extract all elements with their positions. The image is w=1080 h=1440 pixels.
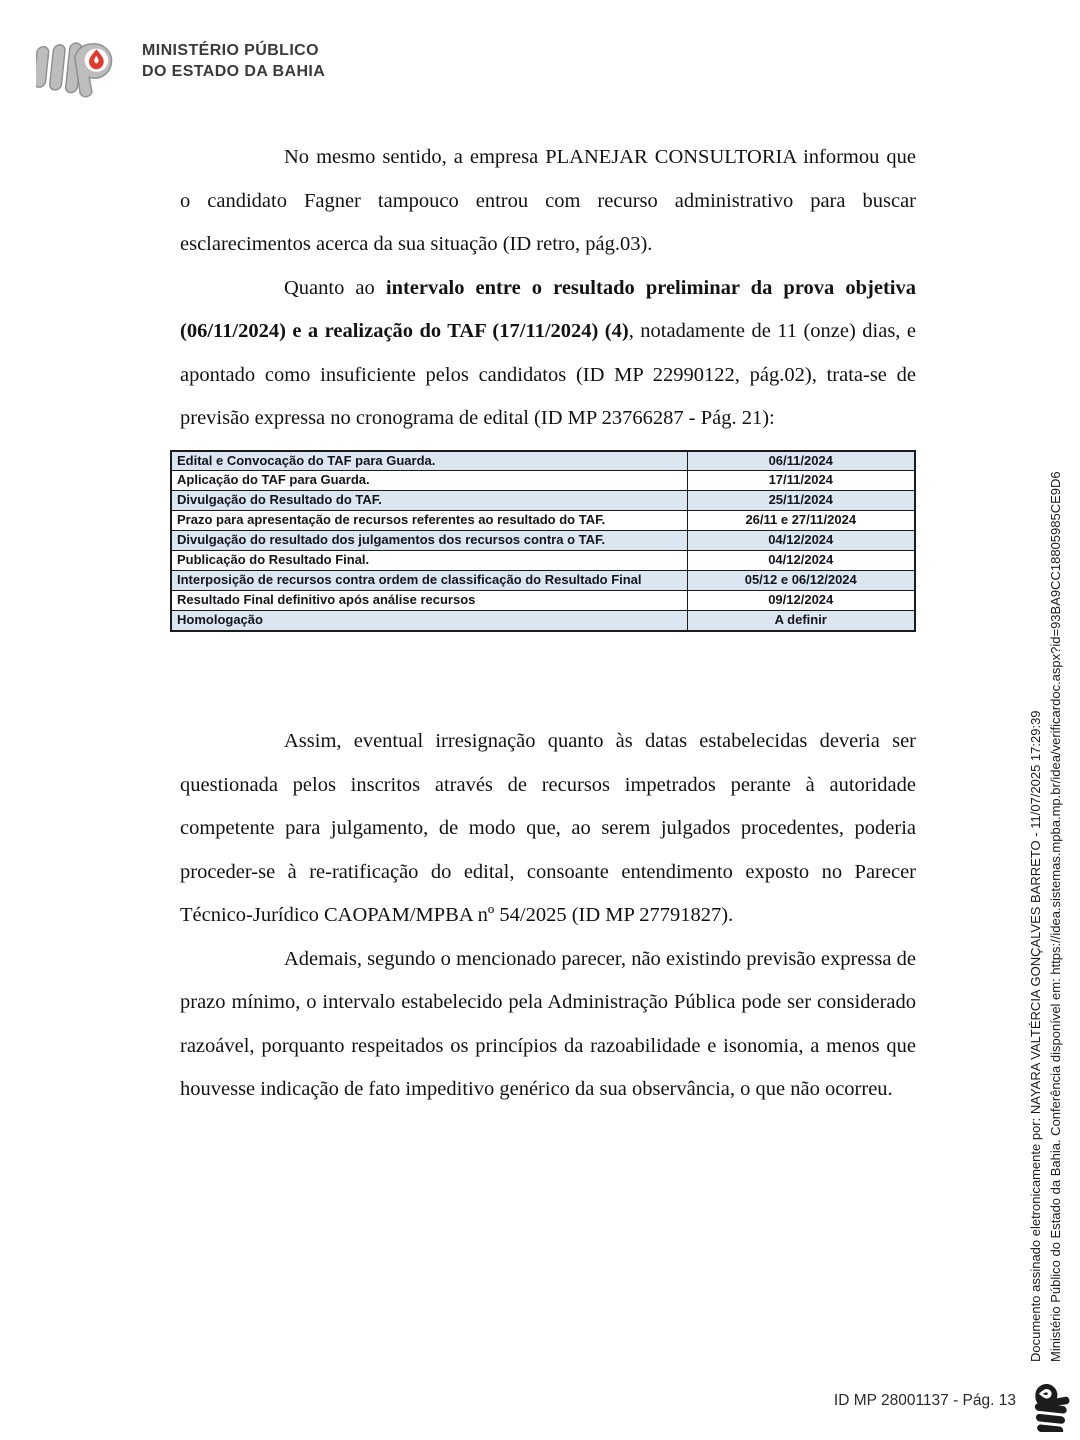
mp-monogram-icon <box>1022 1374 1072 1432</box>
event-label-cell: Interposição de recursos contra ordem de classificação do Resultado Final <box>171 571 687 591</box>
event-label-cell: Divulgação do resultado dos julgamentos dos recursos contra o TAF. <box>171 531 687 551</box>
paragraph-4: Ademais, segundo o mencionado parecer, não existindo previsão expressa de prazo mínimo, o intervalo estabelecido pela Administração Pública pode ser considerado razoável, porquanto respeitados os princípios da razoabilidade e isonomia, a menos que houvesse indicação de fato impeditivo genérico da sua observância, o que não ocorreu. <box>180 947 916 1101</box>
event-date-cell: 04/12/2024 <box>687 551 915 571</box>
event-date-cell: 09/12/2024 <box>687 591 915 611</box>
event-label-cell: Resultado Final definitivo após análise recursos <box>171 591 687 611</box>
event-date-cell: 05/12 e 06/12/2024 <box>687 571 915 591</box>
event-date-cell: 06/11/2024 <box>687 451 915 471</box>
table-row <box>171 471 915 491</box>
verification-line: Ministério Público do Estado da Bahia. Conferência disponível em: https://idea.sistemas.mpba.mp.br/idea/verificardoc.aspx?id=93BA9CC18805985CE9D6 <box>1048 471 1063 1362</box>
paragraph-2-lead: Quanto ao <box>284 276 386 299</box>
schedule-table <box>170 450 916 633</box>
event-date-cell: 17/11/2024 <box>687 471 915 491</box>
table-row <box>171 591 915 611</box>
signature-strip <box>1026 366 1068 1362</box>
paragraph-3: Assim, eventual irresignação quanto às datas estabelecidas deveria ser questionada pelos inscritos através de recursos impetrados perante à autoridade competente para julgamento, de modo que, ao serem julgados procedentes, poderia proceder-se à re-ratificação do edital, consoante entendimento exposto no Parecer Técnico-Jurídico CAOPAM/MPBA nº 54/2025 (ID MP 27791827). <box>180 730 916 927</box>
event-date-cell: 04/12/2024 <box>687 531 915 551</box>
event-label-cell: Aplicação do TAF para Guarda. <box>171 471 687 491</box>
table-row <box>171 511 915 531</box>
paragraph-1: No mesmo sentido, a empresa PLANEJAR CONSULTORIA informou que o candidato Fagner tampouco entrou com recurso administrativo para buscar esclarecimentos acerca da sua situação (ID retro, pág.03). <box>180 146 916 255</box>
org-name-line2: DO ESTADO DA BAHIA <box>142 63 326 80</box>
table-row <box>171 531 915 551</box>
table-row <box>171 551 915 571</box>
table-row <box>171 451 915 471</box>
letterhead <box>36 26 325 98</box>
org-name <box>142 41 325 83</box>
signature-line: Documento assinado eletronicamente por: NAYARA VALTÉRCIA GONÇALVES BARRETO - 11/07/2025 17:29:39 <box>1028 710 1043 1362</box>
page-id-footer: ID MP 28001137 - Pág. 13 <box>833 1392 1016 1409</box>
event-label-cell: Homologação <box>171 611 687 631</box>
event-date-cell: 26/11 e 27/11/2024 <box>687 511 915 531</box>
paragraph-2 <box>180 267 916 441</box>
paragraph-2-rest: , notadamente de 11 (onze) dias, e apontado como insuficiente pelos candidatos (ID MP 22990122, pág.02), trata-se de previsão expressa no cronograma de edital (ID MP 23766287 - Pág. 21): <box>180 320 916 429</box>
table-row <box>171 611 915 631</box>
paragraph-2-bold: intervalo entre o resultado preliminar da prova objetiva (06/11/2024) e a realização do TAF (17/11/2024) (4) <box>180 276 916 342</box>
table-row <box>171 571 915 591</box>
event-label-cell: Prazo para apresentação de recursos referentes ao resultado do TAF. <box>171 511 687 531</box>
org-name-line1: MINISTÉRIO PÚBLICO <box>142 42 319 60</box>
document-body <box>177 136 916 1112</box>
mp-logo-icon <box>36 26 128 98</box>
table-row <box>171 491 915 511</box>
event-date-cell: A definir <box>687 611 915 631</box>
event-label-cell: Edital e Convocação do TAF para Guarda. <box>171 451 687 471</box>
event-label-cell: Divulgação do Resultado do TAF. <box>171 491 687 511</box>
schedule-table-wrap <box>170 450 916 633</box>
event-date-cell: 25/11/2024 <box>687 491 915 511</box>
event-label-cell: Publicação do Resultado Final. <box>171 551 687 571</box>
